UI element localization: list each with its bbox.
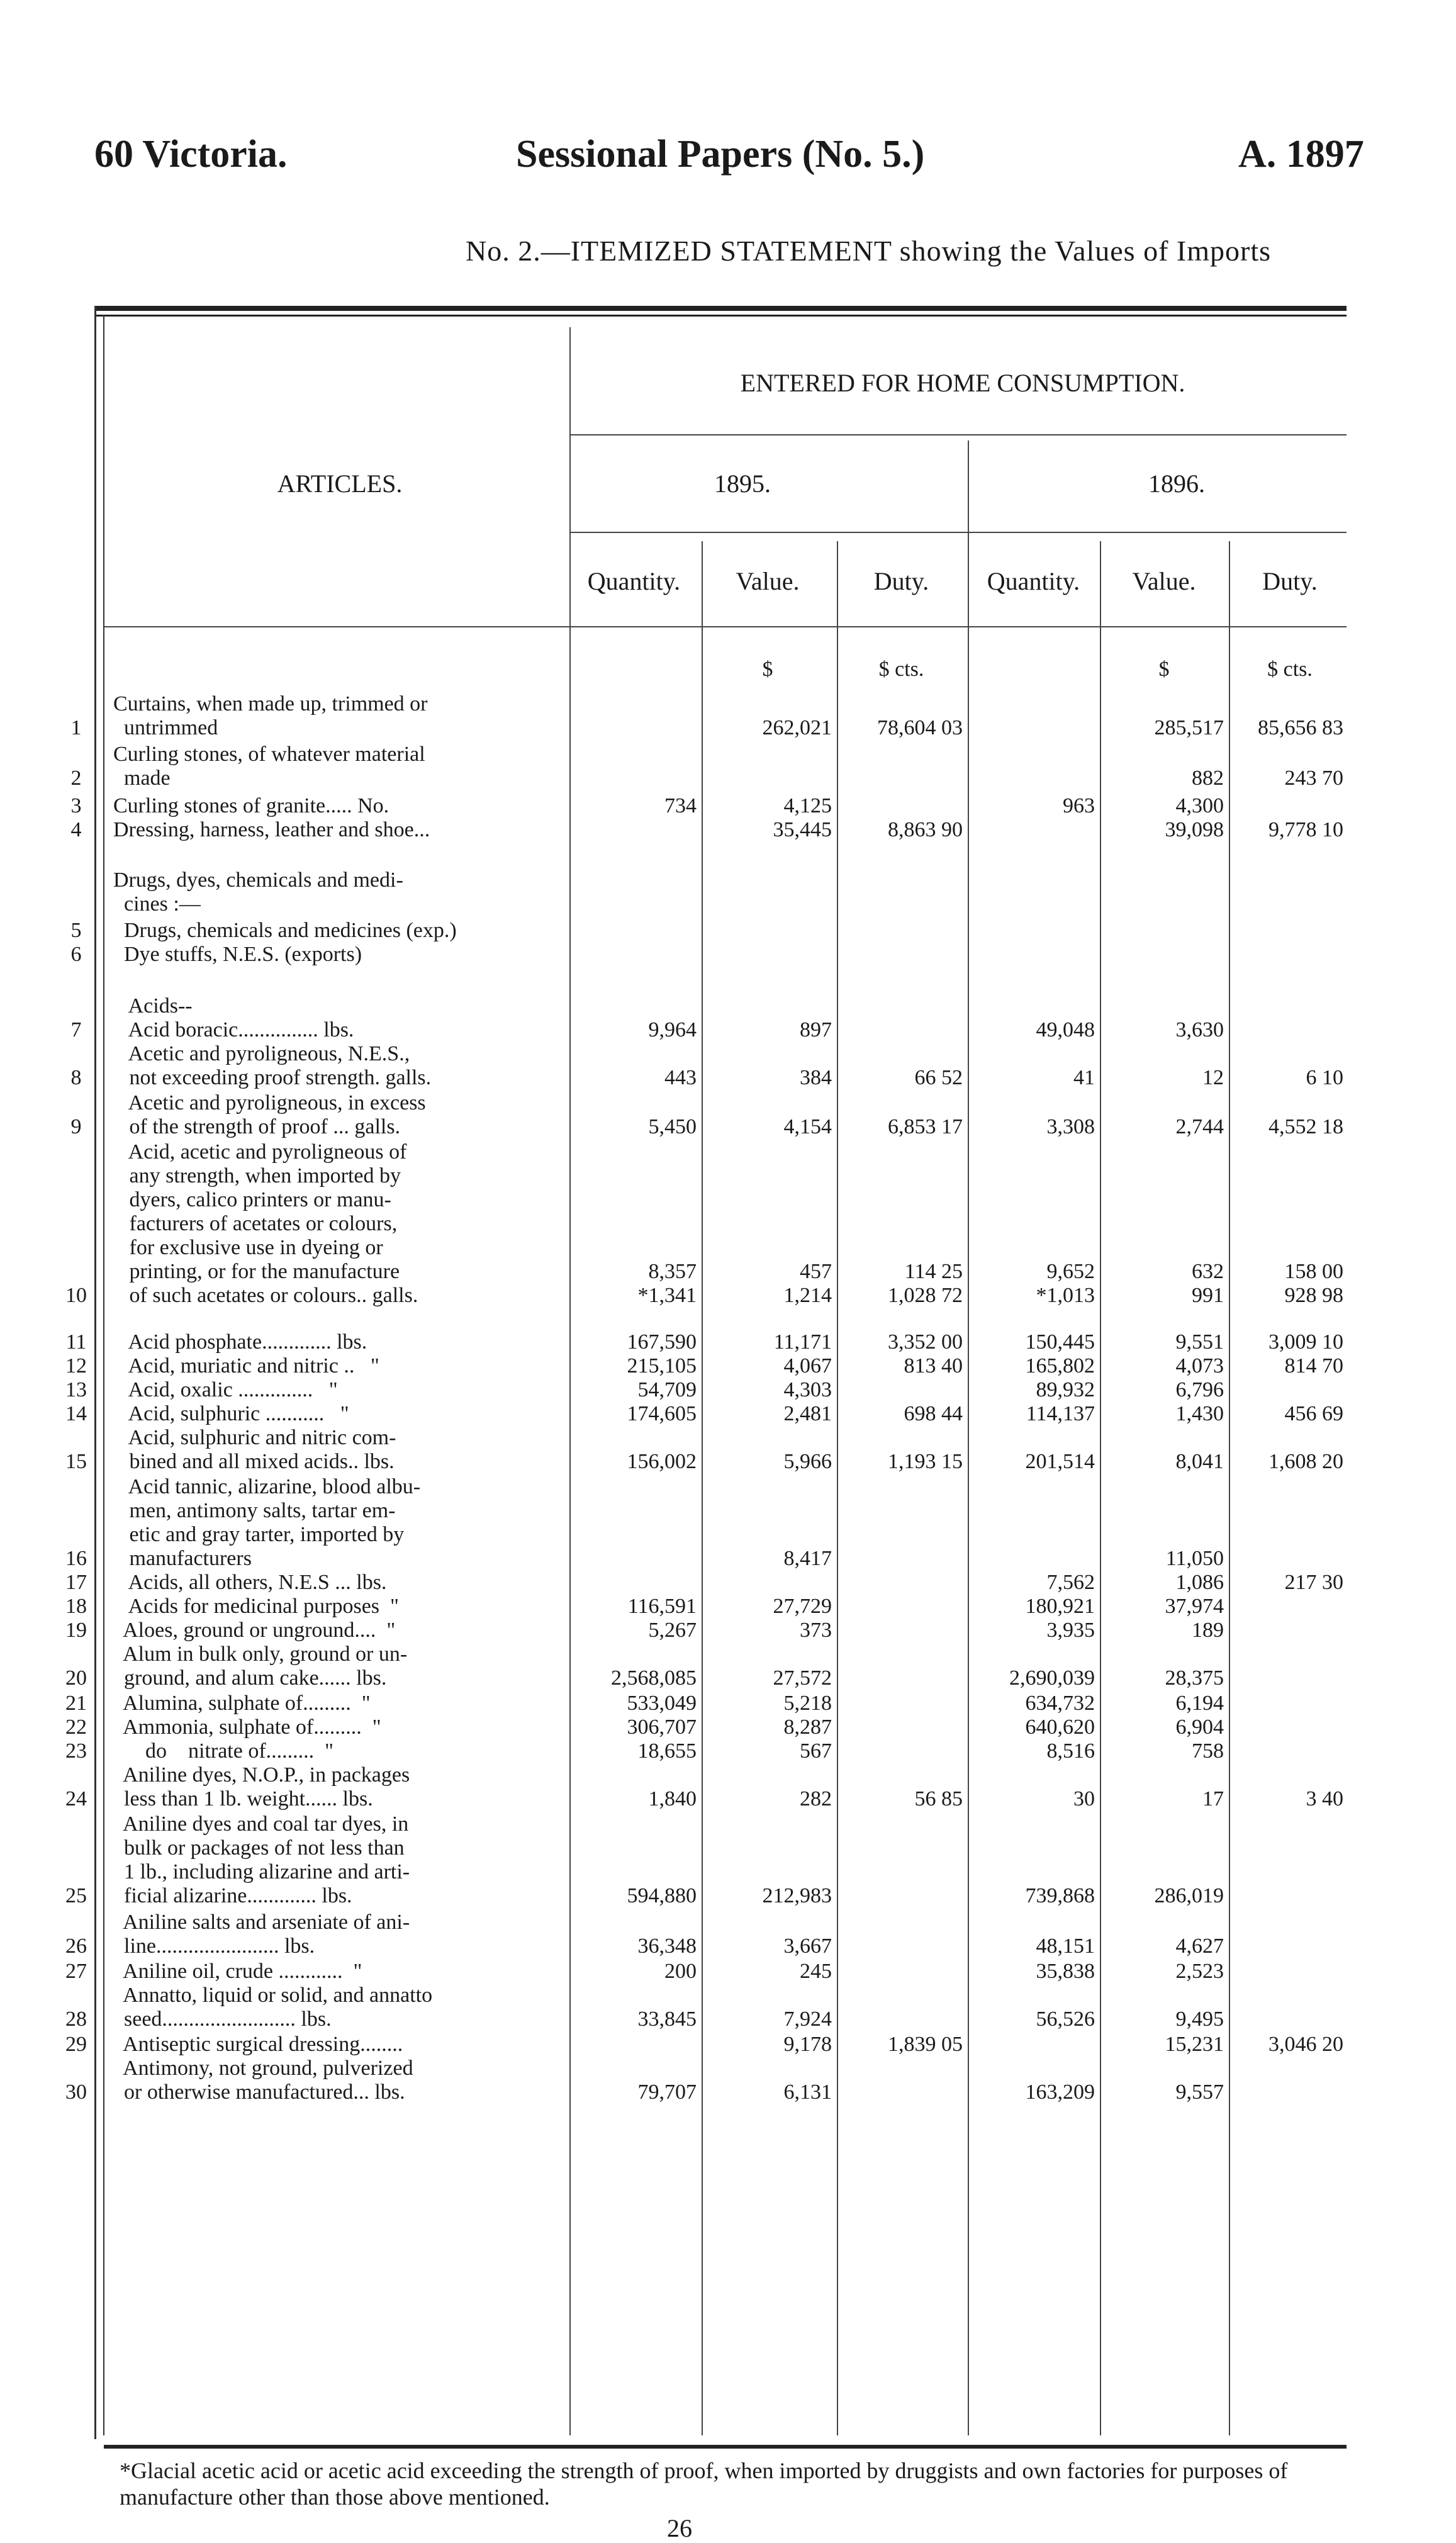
- row-number: 9: [70, 1115, 82, 1138]
- row-number: 8: [70, 1066, 82, 1089]
- row-number: 20: [65, 1666, 87, 1690]
- cell-v1: 212,983: [762, 1884, 832, 1907]
- cell-q2: 9,652 *1,013: [1036, 1260, 1095, 1307]
- cell-q1: 1,840: [648, 1787, 697, 1810]
- cell-v1: 6,131: [783, 2080, 832, 2104]
- row-article-label: Dye stuffs, N.E.S. (exports): [113, 943, 362, 966]
- cell-q2: 3,935: [1046, 1619, 1095, 1642]
- row-number: 25: [65, 1884, 87, 1907]
- cell-d1: 6,853 17: [888, 1115, 963, 1138]
- cell-v1: 457 1,214: [783, 1260, 832, 1307]
- cell-q1: 200: [664, 1960, 697, 1983]
- row-number: 6: [70, 943, 82, 966]
- row-article-label: Acids for medicinal purposes ": [113, 1595, 399, 1618]
- cell-v2: 4,300: [1175, 794, 1224, 817]
- cell-q1: 79,707: [637, 2080, 697, 2104]
- cell-q2: 8,516: [1046, 1739, 1095, 1763]
- row-article-label: Curtains, when made up, trimmed or untrimmed: [113, 692, 428, 739]
- cell-v1: 8,417: [783, 1547, 832, 1570]
- cell-d2: 85,656 83: [1258, 716, 1343, 739]
- row-number: 5: [70, 919, 82, 942]
- cell-d2: 3 40: [1306, 1787, 1343, 1810]
- cell-v1: 245: [800, 1960, 832, 1983]
- header-center: Sessional Papers (No. 5.): [516, 133, 925, 176]
- col-rule-3: [837, 541, 838, 2435]
- cell-v2: 3,630: [1175, 1018, 1224, 1041]
- cell-d2: 158 00 928 98: [1284, 1260, 1343, 1307]
- cell-v1: 5,966: [783, 1450, 832, 1473]
- cell-v1: 11,171: [773, 1330, 832, 1354]
- cell-q2: 739,868: [1025, 1884, 1095, 1907]
- cell-v2: 28,375: [1165, 1666, 1224, 1690]
- row-article-label: Ammonia, sulphate of......... ": [113, 1715, 381, 1739]
- unit-value-1896: $: [1158, 658, 1170, 681]
- col-rule-6: [1229, 541, 1230, 2435]
- cell-q2: 165,802: [1025, 1354, 1095, 1378]
- row-number: 10: [65, 1284, 87, 1307]
- col-rule-1: [569, 327, 571, 2435]
- row-article-label: Aniline dyes, N.O.P., in packages less than 1 lb. weight...... lbs.: [123, 1763, 410, 1810]
- cell-q1: 443: [664, 1066, 697, 1089]
- cell-q2: 56,526: [1036, 2007, 1095, 2031]
- cell-q1: 533,049: [627, 1692, 697, 1715]
- cell-v2: 1,430: [1175, 1402, 1224, 1425]
- row-number: 27: [65, 1960, 87, 1983]
- row-number: 14: [65, 1402, 87, 1425]
- cell-q1: 9,964: [648, 1018, 697, 1041]
- cell-q2: 150,445: [1025, 1330, 1095, 1354]
- cell-v2: 1,086: [1175, 1571, 1224, 1594]
- cell-v2: 4,073: [1175, 1354, 1224, 1378]
- left-frame-rule: [94, 306, 96, 2439]
- row-article-label: Alumina, sulphate of......... ": [113, 1692, 371, 1715]
- cell-v1: 4,125: [783, 794, 832, 817]
- row-article-label: Acid phosphate............. lbs.: [113, 1330, 367, 1354]
- cell-v1: 5,218: [783, 1692, 832, 1715]
- cell-d1: 56 85: [914, 1787, 963, 1810]
- row-number: 4: [70, 818, 82, 841]
- cell-v1: 567: [800, 1739, 832, 1763]
- cell-v1: 4,303: [783, 1378, 832, 1401]
- cell-v2: 9,495: [1175, 2007, 1224, 2031]
- row-article-label: Curling stones, of whatever material made: [113, 743, 425, 790]
- cell-q1: 33,845: [637, 2007, 697, 2031]
- cell-q2: 89,932: [1036, 1378, 1095, 1401]
- cell-d1: 1,193 15: [888, 1450, 963, 1473]
- row-number: 16: [65, 1547, 87, 1570]
- cell-d1: 698 44: [904, 1402, 963, 1425]
- row-article-label: Acetic and pyroligneous, in excess of the strength of proof ... galls.: [128, 1091, 426, 1138]
- cell-q1: 18,655: [637, 1739, 697, 1763]
- cell-q2: 201,514: [1025, 1450, 1095, 1473]
- cell-d1: 1,839 05: [888, 2033, 963, 2056]
- cell-q2: 30: [1073, 1787, 1095, 1810]
- cell-q1: 594,880: [627, 1884, 697, 1907]
- row-number: 28: [65, 2007, 87, 2031]
- cell-v1: 3,667: [783, 1934, 832, 1958]
- cell-q1: 156,002: [627, 1450, 697, 1473]
- cell-q2: 634,732: [1025, 1692, 1095, 1715]
- col-quantity-1896: Quantity.: [987, 567, 1080, 595]
- cell-q2: 49,048: [1036, 1018, 1095, 1041]
- cell-d2: 3,046 20: [1268, 2033, 1343, 2056]
- cell-v2: 2,744: [1175, 1115, 1224, 1138]
- cell-q1: 36,348: [637, 1934, 697, 1958]
- year-1896: 1896.: [1148, 469, 1205, 498]
- row-number: 29: [65, 2033, 87, 2056]
- articles-header: ARTICLES.: [277, 469, 403, 498]
- row-number: 3: [70, 794, 82, 817]
- cell-d1: 66 52: [914, 1066, 963, 1089]
- cell-v2: 4,627: [1175, 1934, 1224, 1958]
- row-article-label: Alum in bulk only, ground or un- ground, and alum cake...... lbs.: [123, 1642, 408, 1690]
- cell-d2: 814 70: [1284, 1354, 1343, 1378]
- left-frame-rule-2: [103, 315, 104, 2435]
- cell-v2: 632 991: [1192, 1260, 1224, 1307]
- col-duty-1895: Duty.: [873, 567, 929, 595]
- cell-v2: 15,231: [1165, 2033, 1224, 2056]
- cell-v2: 285,517: [1154, 716, 1224, 739]
- row-article-label: Acid, oxalic .............. ": [113, 1378, 338, 1401]
- unit-value-1895: $: [762, 658, 773, 681]
- cell-d1: 78,604 03: [877, 716, 963, 739]
- cell-v1: 8,287: [783, 1715, 832, 1739]
- page-title: No. 2.—ITEMIZED STATEMENT showing the Values of Imports: [466, 235, 1271, 267]
- col-quantity-1895: Quantity.: [587, 567, 681, 595]
- cell-v2: 39,098: [1165, 818, 1224, 841]
- cell-v2: 37,974: [1165, 1595, 1224, 1618]
- row-article-label: Acetic and pyroligneous, N.E.S., not exceeding proof strength. galls.: [128, 1042, 432, 1089]
- row-article-label: Annatto, liquid or solid, and annatto seed......................... lbs.: [123, 1984, 433, 2031]
- row-article-label: Aniline dyes and coal tar dyes, in bulk or packages of not less than 1 lb., including alizarine and arti- ficial alizarine............. lbs.: [123, 1812, 410, 1907]
- row-article-label: Acid, sulphuric and nitric com- bined and all mixed acids.. lbs.: [128, 1426, 396, 1473]
- row-number: 11: [65, 1330, 87, 1354]
- cell-q2: 48,151: [1036, 1934, 1095, 1958]
- col-duty-1896: Duty.: [1262, 567, 1318, 595]
- cell-v2: 6,796: [1175, 1378, 1224, 1401]
- year-1895: 1895.: [714, 469, 771, 498]
- cell-q2: 7,562: [1046, 1571, 1095, 1594]
- cell-v1: 27,729: [773, 1595, 832, 1618]
- cell-v2: 11,050: [1165, 1547, 1224, 1570]
- cell-q2: 114,137: [1026, 1402, 1095, 1425]
- row-article-label: Acids, all others, N.E.S ... lbs.: [113, 1571, 387, 1594]
- row-article-label: Aniline oil, crude ............ ": [113, 1960, 362, 1983]
- col-rule-2: [702, 541, 703, 2435]
- cell-v1: 9,178: [783, 2033, 832, 2056]
- cell-q2: 963: [1063, 794, 1095, 817]
- row-article-label: Aniline salts and arseniate of ani- line....................... lbs.: [123, 1911, 410, 1958]
- row-number: 26: [65, 1934, 87, 1958]
- row-number: 22: [65, 1715, 87, 1739]
- row-article-label: do nitrate of......... ": [113, 1739, 334, 1763]
- col-rule-5: [1100, 541, 1101, 2435]
- cell-v1: 7,924: [783, 2007, 832, 2031]
- row-number: 1: [70, 716, 82, 739]
- cell-q1: 116,591: [627, 1595, 697, 1618]
- cell-d1: 114 25 1,028 72: [888, 1260, 963, 1307]
- cell-v2: 2,523: [1175, 1960, 1224, 1983]
- super-header: ENTERED FOR HOME CONSUMPTION.: [740, 369, 1185, 397]
- cell-v1: 4,154: [783, 1115, 832, 1138]
- row-article-label: Acid, sulphuric ........... ": [113, 1402, 349, 1425]
- row-number: 21: [65, 1692, 87, 1715]
- row-article-label: Aloes, ground or unground.... ": [113, 1619, 396, 1642]
- row-article-label: Acid, acetic and pyroligneous of any strength, when imported by dyers, calico printers or manu- facturers of acetates or colours, for exclusive use in dyeing or printing, or for the manufacture of such acetates or colours.. galls.: [128, 1140, 418, 1307]
- row-number: 30: [65, 2080, 87, 2104]
- row-article-label: Acids--: [113, 994, 193, 1018]
- unit-duty-1895: $ cts.: [878, 658, 924, 681]
- row-article-label: Acid tannic, alizarine, blood albu- men, antimony salts, tartar em- etic and gray tarter, imported by manufacturers: [128, 1475, 421, 1570]
- cell-v2: 758: [1192, 1739, 1224, 1763]
- cell-d1: 813 40: [904, 1354, 963, 1378]
- cell-d2: 1,608 20: [1268, 1450, 1343, 1473]
- rule-under-years: [569, 532, 1347, 533]
- row-article-label: Acid, muriatic and nitric .. ": [113, 1354, 379, 1378]
- cell-q1: 54,709: [637, 1378, 697, 1401]
- cell-q1: 2,568,085: [611, 1666, 697, 1690]
- unit-duty-1896: $ cts.: [1267, 658, 1313, 681]
- rule-under-subheaders: [104, 626, 1347, 627]
- cell-v2: 17: [1202, 1787, 1224, 1810]
- cell-v1: 384: [800, 1066, 832, 1089]
- cell-q1: 5,267: [648, 1619, 697, 1642]
- row-number: 17: [65, 1571, 87, 1594]
- cell-q2: 41: [1073, 1066, 1095, 1089]
- cell-v2: 9,557: [1175, 2080, 1224, 2104]
- cell-q1: 5,450: [648, 1115, 697, 1138]
- cell-q2: 3,308: [1046, 1115, 1095, 1138]
- cell-q2: 163,209: [1025, 2080, 1095, 2104]
- page-number: 26: [667, 2514, 692, 2542]
- cell-v1: 897: [800, 1018, 832, 1041]
- row-number: 7: [70, 1018, 82, 1041]
- row-number: 12: [65, 1354, 87, 1378]
- row-number: 23: [65, 1739, 87, 1763]
- cell-v1: 27,572: [773, 1666, 832, 1690]
- cell-d1: 3,352 00: [888, 1330, 963, 1354]
- cell-q1: 306,707: [627, 1715, 697, 1739]
- col-value-1896: Value.: [1132, 567, 1196, 595]
- cell-v1: 4,067: [783, 1354, 832, 1378]
- cell-q1: 174,605: [627, 1402, 697, 1425]
- cell-v2: 9,551: [1175, 1330, 1224, 1354]
- cell-d1: 8,863 90: [888, 818, 963, 841]
- rule-under-super: [569, 434, 1347, 435]
- cell-q1: 734: [664, 794, 697, 817]
- col-rule-4: [968, 441, 969, 2435]
- cell-q1: 215,105: [627, 1354, 697, 1378]
- cell-d2: 4,552 18: [1268, 1115, 1343, 1138]
- cell-v1: 2,481: [783, 1402, 832, 1425]
- table-top-rule: [94, 306, 1347, 311]
- row-article-label: Drugs, chemicals and medicines (exp.): [113, 919, 457, 942]
- table-top-rule-2: [94, 315, 1347, 317]
- row-article-label: Drugs, dyes, chemicals and medi- cines :—: [113, 868, 403, 916]
- col-value-1895: Value.: [736, 567, 800, 595]
- row-article-label: Acid boracic............... lbs.: [113, 1018, 354, 1041]
- cell-v2: 8,041: [1175, 1450, 1224, 1473]
- row-article-label: Antimony, not ground, pulverized or otherwise manufactured... lbs.: [123, 2057, 413, 2104]
- header-left: 60 Victoria.: [94, 133, 288, 176]
- cell-q2: 640,620: [1025, 1715, 1095, 1739]
- cell-q2: 180,921: [1025, 1595, 1095, 1618]
- row-number: 18: [65, 1595, 87, 1618]
- cell-v2: 286,019: [1154, 1884, 1224, 1907]
- cell-q2: 2,690,039: [1009, 1666, 1095, 1690]
- cell-v1: 282: [800, 1787, 832, 1810]
- cell-d2: 6 10: [1306, 1066, 1343, 1089]
- cell-d2: 9,778 10: [1268, 818, 1343, 841]
- cell-v2: 882: [1192, 766, 1224, 790]
- row-number: 19: [65, 1619, 87, 1642]
- cell-v2: 12: [1202, 1066, 1224, 1089]
- row-article-label: Curling stones of granite..... No.: [113, 794, 389, 817]
- row-article-label: Antiseptic surgical dressing........: [113, 2033, 403, 2056]
- cell-q1: 167,590: [627, 1330, 697, 1354]
- row-number: 2: [70, 766, 82, 790]
- cell-q2: 35,838: [1036, 1960, 1095, 1983]
- cell-v2: 6,194: [1175, 1692, 1224, 1715]
- cell-q1: 8,357 *1,341: [637, 1260, 697, 1307]
- cell-d2: 456 69: [1284, 1402, 1343, 1425]
- footnote: *Glacial acetic acid or acetic acid exceeding the strength of proof, when imported by druggists and own factories for purposes of manufacture other than those above mentioned.: [120, 2458, 1288, 2510]
- cell-v2: 6,904: [1175, 1715, 1224, 1739]
- cell-v2: 189: [1192, 1619, 1224, 1642]
- row-number: 15: [65, 1450, 87, 1473]
- cell-v1: 262,021: [762, 716, 832, 739]
- table-bottom-rule: [104, 2445, 1347, 2449]
- cell-d2: 217 30: [1284, 1571, 1343, 1594]
- row-number: 24: [65, 1787, 87, 1810]
- cell-d2: 243 70: [1284, 766, 1343, 790]
- cell-v1: 373: [800, 1619, 832, 1642]
- header-right: A. 1897: [1238, 133, 1364, 176]
- cell-d2: 3,009 10: [1268, 1330, 1343, 1354]
- row-number: 13: [65, 1378, 87, 1401]
- cell-v1: 35,445: [773, 818, 832, 841]
- row-article-label: Dressing, harness, leather and shoe...: [113, 818, 430, 841]
